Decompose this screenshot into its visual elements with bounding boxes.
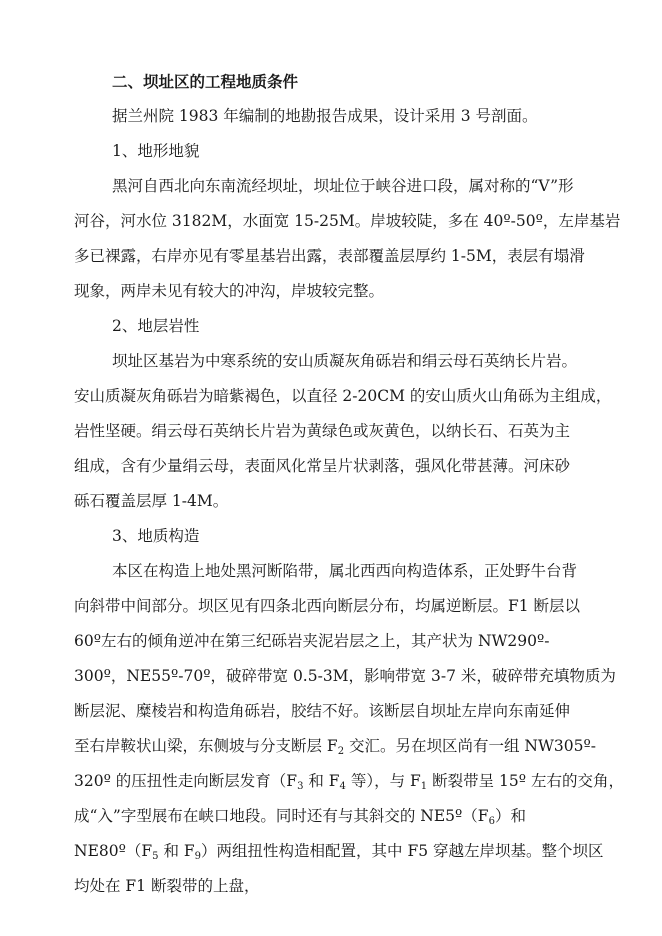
structure-text: ）和 — [494, 807, 526, 825]
lithology-line: 安山质凝灰角砾岩为暗紫褐色，以直径 2-20CM 的安山质火山角砾为主组成， — [74, 387, 612, 405]
structure-line: 断层泥、糜棱岩和构造角砾岩，胶结不好。该断层自坝址左岸向东南延伸 — [74, 702, 571, 720]
subsection-title-lithology: 2、地层岩性 — [112, 317, 200, 335]
structure-text: 320º 的压扭性走向断层发育（F — [74, 772, 298, 790]
structure-text: 等），与 F — [345, 772, 421, 790]
structure-line — [74, 736, 596, 762]
terrain-line: 现象，两岸未见有较大的冲沟，岸坡较完整。 — [74, 282, 385, 300]
structure-line — [74, 806, 526, 832]
structure-text: NE80º（F — [74, 842, 153, 860]
structure-text: 断裂带呈 15º 左右的交角， — [427, 772, 624, 790]
structure-text: 和 F — [303, 772, 340, 790]
terrain-line: 多已裸露，右岸亦见有零星基岩出露，表部覆盖层厚约 1-5M，表层有塌滑 — [74, 247, 585, 265]
section-heading: 二、坝址区的工程地质条件 — [112, 72, 299, 91]
structure-line: 300º，NE55º-70º，破碎带宽 0.5-3M，影响带宽 3-7 米，破碎带充填物质为 — [74, 667, 616, 685]
terrain-line: 河谷，河水位 3182M，水面宽 15-25M。岸坡较陡，多在 40º-50º，左岸基岩 — [74, 212, 621, 230]
terrain-line: 黑河自西北向东南流经坝址，坝址位于峡谷进口段，属对称的“V”形 — [112, 177, 574, 195]
subsection-title-structure: 3、地质构造 — [112, 527, 200, 545]
lithology-line: 组成，含有少量绢云母，表面风化常呈片状剥落，强风化带甚薄。河床砂 — [74, 457, 571, 475]
structure-text: ）两组扭性构造相配置，其中 F5 穿越左岸坝基。整个坝区 — [201, 842, 604, 860]
structure-text: 交汇。另在坝区尚有一组 NW305º- — [344, 737, 597, 755]
structure-line — [74, 771, 624, 797]
fault-subscript: 3 — [297, 781, 304, 792]
structure-line: 本区在构造上地处黑河断陷带，属北西西向构造体系，正处野牛台背 — [112, 562, 578, 580]
fault-subscript: 6 — [488, 816, 495, 827]
lithology-line: 砾石覆盖层厚 1-4M。 — [74, 492, 229, 510]
structure-line: 60º左右的倾角逆冲在第三纪砾岩夹泥岩层之上，其产状为 NW290º- — [74, 632, 550, 650]
structure-text: 成“入”字型展布在峡口地段。同时还有与其斜交的 NE5º（F — [74, 807, 489, 825]
structure-text: 和 F — [158, 842, 195, 860]
intro-paragraph: 据兰州院 1983 年编制的地勘报告成果，设计采用 3 号剖面。 — [112, 107, 538, 125]
structure-line: 向斜带中间部分。坝区见有四条北西向断层分布，均属逆断层。F1 断层以 — [74, 597, 581, 615]
lithology-line: 岩性坚硬。绢云母石英纳长片岩为黄绿色或灰黄色，以纳长石、石英为主 — [74, 422, 571, 440]
structure-line — [74, 841, 604, 867]
fault-subscript: 4 — [339, 781, 346, 792]
fault-subscript: 2 — [337, 746, 345, 757]
fault-subscript: 9 — [194, 851, 202, 862]
lithology-line: 坝址区基岩为中寒系统的安山质凝灰角砾岩和绢云母石英纳长片岩。 — [112, 352, 578, 370]
structure-text: 至右岸鞍状山梁，东侧坡与分支断层 F — [74, 737, 338, 755]
fault-subscript: 1 — [420, 781, 428, 792]
structure-line: 均处在 F1 断裂带的上盘， — [74, 877, 260, 895]
subsection-title-terrain: 1、地形地貌 — [112, 142, 200, 160]
fault-subscript: 5 — [152, 851, 159, 862]
